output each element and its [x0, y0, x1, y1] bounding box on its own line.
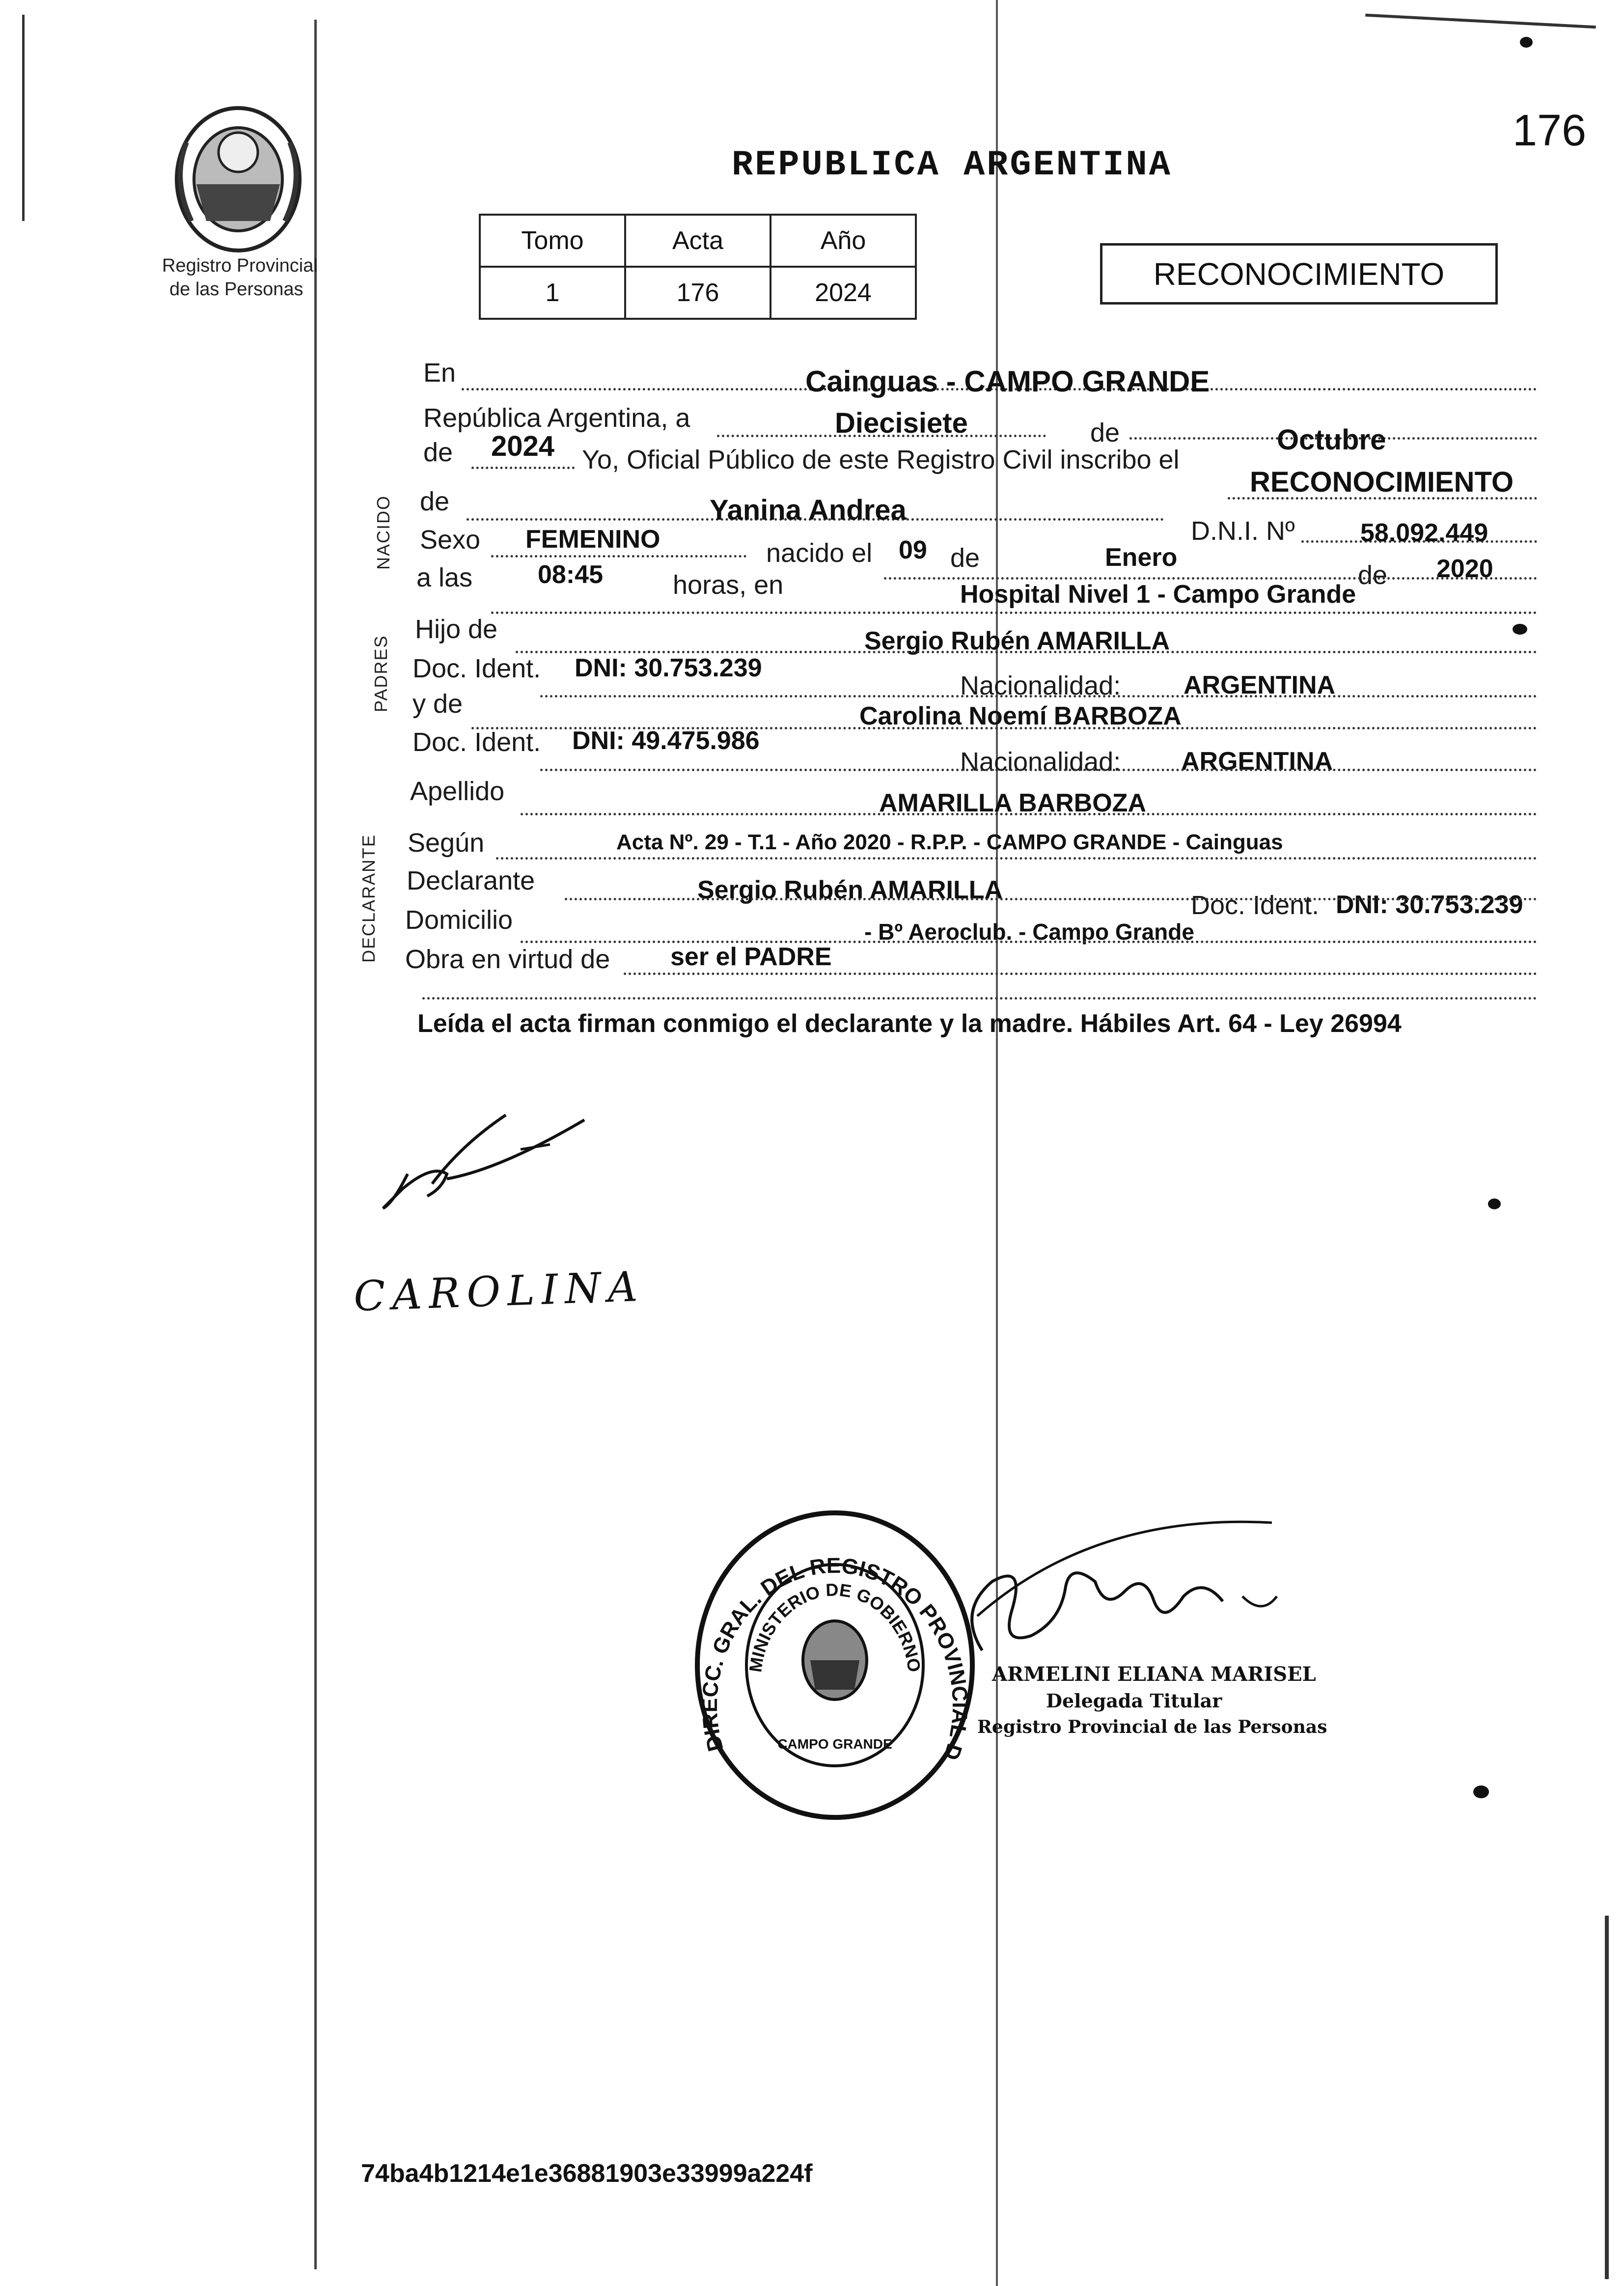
label-nacionalidad: Nacionalidad: — [960, 671, 1121, 700]
ref-value-anio: 2024 — [771, 267, 916, 319]
value-sexo: FEMENINO — [525, 525, 661, 554]
label-obra: Obra en virtud de — [405, 945, 610, 974]
value-obra: ser el PADRE — [670, 943, 832, 971]
stamp-outer-text: DIRECC. GRAL. DEL REGISTRO PROVINCIAL D — [697, 1553, 972, 1763]
page-title: REPUBLICA ARGENTINA — [732, 145, 1172, 185]
dots-anio — [471, 467, 575, 469]
reference-table-values — [480, 267, 916, 319]
official-name: ARMELINI ELIANA MARISEL — [992, 1663, 1316, 1686]
stamp-bottom-text: CAMPO GRANDE — [777, 1736, 892, 1752]
coat-of-arms-icon — [157, 98, 319, 260]
closing-text: Leída el acta firman conmigo el declarante y la madre. Hábiles Art. 64 - Ley 26994 — [417, 1009, 1402, 1038]
label-dni: D.N.I. Nº — [1191, 516, 1295, 546]
value-dni: 58.092.449 — [1360, 519, 1488, 547]
official-org: Registro Provincial de las Personas — [977, 1717, 1327, 1737]
label-de-nombre: de — [420, 487, 450, 516]
label-en: En — [423, 358, 456, 388]
value-padre-doc: DNI: 30.753.239 — [575, 654, 762, 682]
value-apellido: AMARILLA BARBOZA — [879, 789, 1146, 817]
value-madre: Carolina Noemí BARBOZA — [859, 702, 1182, 730]
value-lugar: Cainguas - CAMPO GRANDE — [805, 365, 1210, 398]
reference-table — [479, 214, 917, 320]
value-declarante-doc: DNI: 30.753.239 — [1336, 891, 1523, 919]
scan-speck — [1488, 1199, 1501, 1209]
official-signature — [948, 1503, 1301, 1680]
ref-value-tomo: 1 — [480, 267, 625, 319]
scan-line-fold — [996, 0, 998, 2286]
value-declarante: Sergio Rubén AMARILLA — [697, 876, 1003, 904]
label-de-mes: de — [1090, 418, 1120, 447]
dots-lugar-nac — [491, 612, 1537, 614]
value-nac-anio: 2020 — [1436, 555, 1493, 583]
value-dia: Diecisiete — [835, 407, 968, 439]
dots-tipo — [1228, 497, 1537, 500]
page-number: 176 — [1513, 106, 1587, 155]
value-domicilio: - Bº Aeroclub. - Campo Grande — [864, 919, 1194, 945]
dots-obra — [624, 973, 1537, 975]
dots-sexo — [491, 555, 746, 558]
side-label-nacido: NACIDO — [373, 495, 393, 570]
ref-value-acta: 176 — [625, 267, 771, 319]
ref-header-acta: Acta — [625, 215, 771, 267]
label-nacido-el: nacido el — [766, 538, 873, 568]
handwritten-name: CAROLINA — [353, 1262, 645, 1321]
value-padre-nac: ARGENTINA — [1184, 671, 1336, 699]
ref-header-anio: Año — [771, 215, 916, 267]
label-de-nac-anio: de — [1358, 560, 1388, 590]
label-doc-ident-3: Doc. Ident. — [1191, 891, 1320, 920]
label-de-nac-mes: de — [950, 543, 980, 573]
label-republica: República Argentina, a — [423, 403, 690, 433]
registry-caption-2: de las Personas — [169, 279, 303, 300]
registry-caption-1: Registro Provincial — [162, 255, 318, 276]
value-madre-doc: DNI: 49.475.986 — [572, 726, 760, 755]
label-a-las: a las — [416, 563, 473, 592]
value-nombre: Yanina Andrea — [710, 494, 907, 526]
scan-line-edge-right — [1605, 1916, 1609, 2279]
scan-speck — [1513, 624, 1527, 635]
value-anio: 2024 — [491, 430, 555, 462]
side-label-padres: PADRES — [371, 635, 391, 712]
value-mes: Octubre — [1277, 424, 1386, 456]
declarant-signature — [373, 1090, 599, 1218]
label-declarante: Declarante — [407, 866, 535, 895]
dots-declarante — [565, 898, 1537, 900]
value-nac-mes: Enero — [1105, 543, 1178, 572]
dots-extra — [422, 997, 1537, 1000]
dots-padre-doc — [540, 695, 1537, 697]
label-doc-ident-2: Doc. Ident. — [413, 727, 541, 757]
label-y-de: y de — [413, 689, 463, 719]
label-horas-en: horas, en — [673, 570, 784, 600]
value-nac-dia: 09 — [899, 536, 927, 564]
side-label-declarante: DECLARANTE — [358, 834, 379, 963]
act-type-label: RECONOCIMIENTO — [1153, 256, 1445, 292]
scan-speck — [1520, 37, 1533, 48]
label-nacionalidad-2: Nacionalidad: — [960, 747, 1121, 777]
dots-segun — [496, 857, 1537, 860]
dots-apellido — [521, 813, 1537, 815]
value-segun: Acta Nº. 29 - T.1 - Año 2020 - R.P.P. - CAMPO GRANDE - Cainguas — [616, 830, 1283, 854]
label-domicilio: Domicilio — [405, 905, 513, 935]
scan-mark-top — [1365, 14, 1596, 29]
value-padre: Sergio Rubén AMARILLA — [864, 627, 1170, 655]
document-hash: 74ba4b1214e1e36881903e33999a224f — [361, 2159, 813, 2188]
value-lugar-nac: Hospital Nivel 1 - Campo Grande — [960, 580, 1356, 609]
label-doc-ident: Doc. Ident. — [413, 654, 541, 683]
label-hijo-de: Hijo de — [415, 614, 498, 644]
value-madre-nac: ARGENTINA — [1181, 747, 1333, 776]
registry-logo — [157, 98, 319, 260]
official-stamp — [688, 1503, 982, 1827]
scan-line-edge-left — [22, 15, 25, 221]
label-segun: Según — [408, 828, 485, 858]
reference-table-header — [480, 215, 916, 267]
dots-madre-doc — [540, 769, 1537, 771]
label-de-anio: de — [423, 438, 453, 467]
label-yo: Yo, Oficial Público de este Registro Civil inscribo el — [582, 445, 1180, 474]
scan-line-left — [314, 20, 317, 2269]
ref-header-tomo: Tomo — [480, 215, 625, 267]
value-hora: 08:45 — [538, 560, 603, 589]
official-role: Delegada Titular — [1046, 1690, 1222, 1712]
stamp-inner-text: MINISTERIO DE GOBIERNO — [745, 1579, 925, 1673]
scan-speck — [1473, 1785, 1489, 1798]
label-apellido: Apellido — [410, 777, 505, 806]
act-type-box — [1100, 243, 1498, 305]
value-tipo: RECONOCIMIENTO — [1250, 466, 1514, 498]
label-sexo: Sexo — [420, 525, 481, 555]
